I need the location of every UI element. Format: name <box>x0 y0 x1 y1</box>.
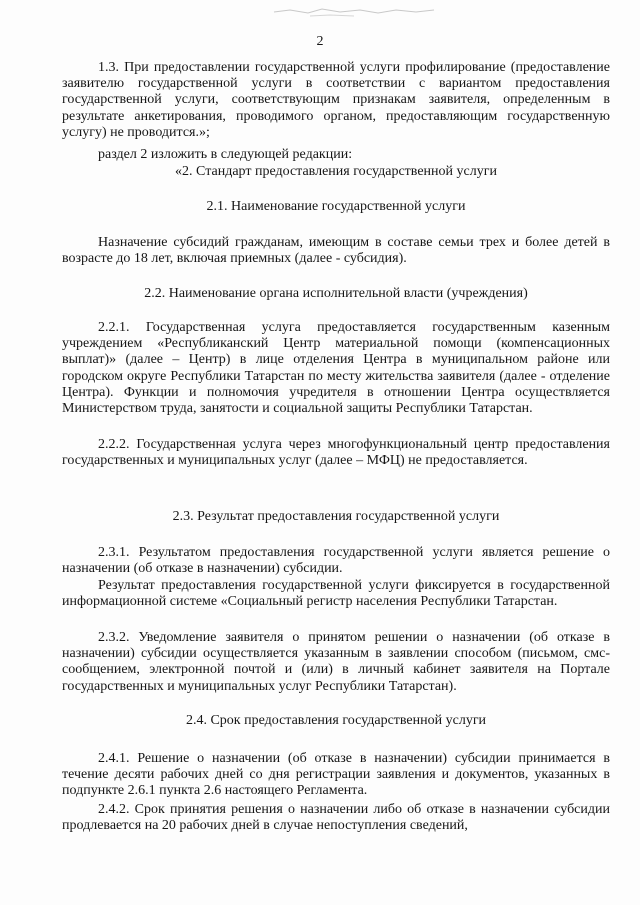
paragraph-1-3: 1.3. При предоставлении государственной услуги профилирование (предоставление заявителю государственной услуги в соответствии с вариантом предоставления государственной услуги, соответствующим признакам заявителя, определенным в результате анкетирования, проводимого органом, предоставляющим государственную услугу) не проводится.»; <box>62 60 610 140</box>
paragraph-2-4-2: 2.4.2. Срок принятия решения о назначении либо об отказе в назначении субсидии продлевается на 20 рабочих дней в случае непоступления сведений, <box>62 802 610 834</box>
heading-2-3: 2.3. Результат предоставления государственной услуги <box>172 509 500 524</box>
scan-artifact-icon <box>270 4 440 18</box>
page-number: 2 <box>316 34 324 49</box>
section-2-intro: раздел 2 изложить в следующей редакции: <box>98 147 353 162</box>
heading-2-1: 2.1. Наименование государственной услуги <box>206 199 466 214</box>
paragraph-2-4-1: 2.4.1. Решение о назначении (об отказе в назначении) субсидии принимается в течение десяти рабочих дней со дня регистрации заявления и документов, указанных в подпункте 2.6.1 пункта 2.6 настоящего Регламента. <box>62 751 610 799</box>
paragraph-2-1: Назначение субсидий гражданам, имеющим в составе семьи трех и более детей в возрасте до 18 лет, включая приемных (далее - субсидия). <box>62 235 610 267</box>
heading-2-4: 2.4. Срок предоставления государственной услуги <box>185 713 487 728</box>
heading-2-2: 2.2. Наименование органа исполнительной власти (учреждения) <box>144 286 528 301</box>
paragraph-2-3-2: 2.3.2. Уведомление заявителя о принятом решении о назначении (об отказе в назначении) субсидии осуществляется указанным в заявлении способом (письмом, смс-сообщением, электронной почтой и (или) в личный кабинет заявителя на Портале государственных и муниципальных услуг Республики Татарстан). <box>62 630 610 694</box>
paragraph-2-2-2: 2.2.2. Государственная услуга через многофункциональный центр предоставления государственных и муниципальных услуг (далее – МФЦ) не предоставляется. <box>62 437 610 469</box>
paragraph-2-3-1: 2.3.1. Результатом предоставления государственной услуги является решение о назначении (об отказе в назначении) субсидии. <box>62 545 610 577</box>
section-2-title: «2. Стандарт предоставления государственной услуги <box>175 164 497 179</box>
paragraph-2-2-1: 2.2.1. Государственная услуга предоставляется государственным казенным учреждением «Республиканский Центр материальной помощи (компенсационных выплат)» (далее – Центр) в лице отделения Центра в муниципальном районе или городском округе Республики Татарстан по месту жительства заявителя (далее - отделение Центра). Функции и полномочия учредителя в отношении Центра осуществляется Министерством труда, занятости и социальной защиты Республики Татарстан. <box>62 320 610 417</box>
paragraph-2-3-1-result: Результат предоставления государственной услуги фиксируется в государственной информационной системе «Социальный регистр населения Республики Татарстан. <box>62 578 610 610</box>
